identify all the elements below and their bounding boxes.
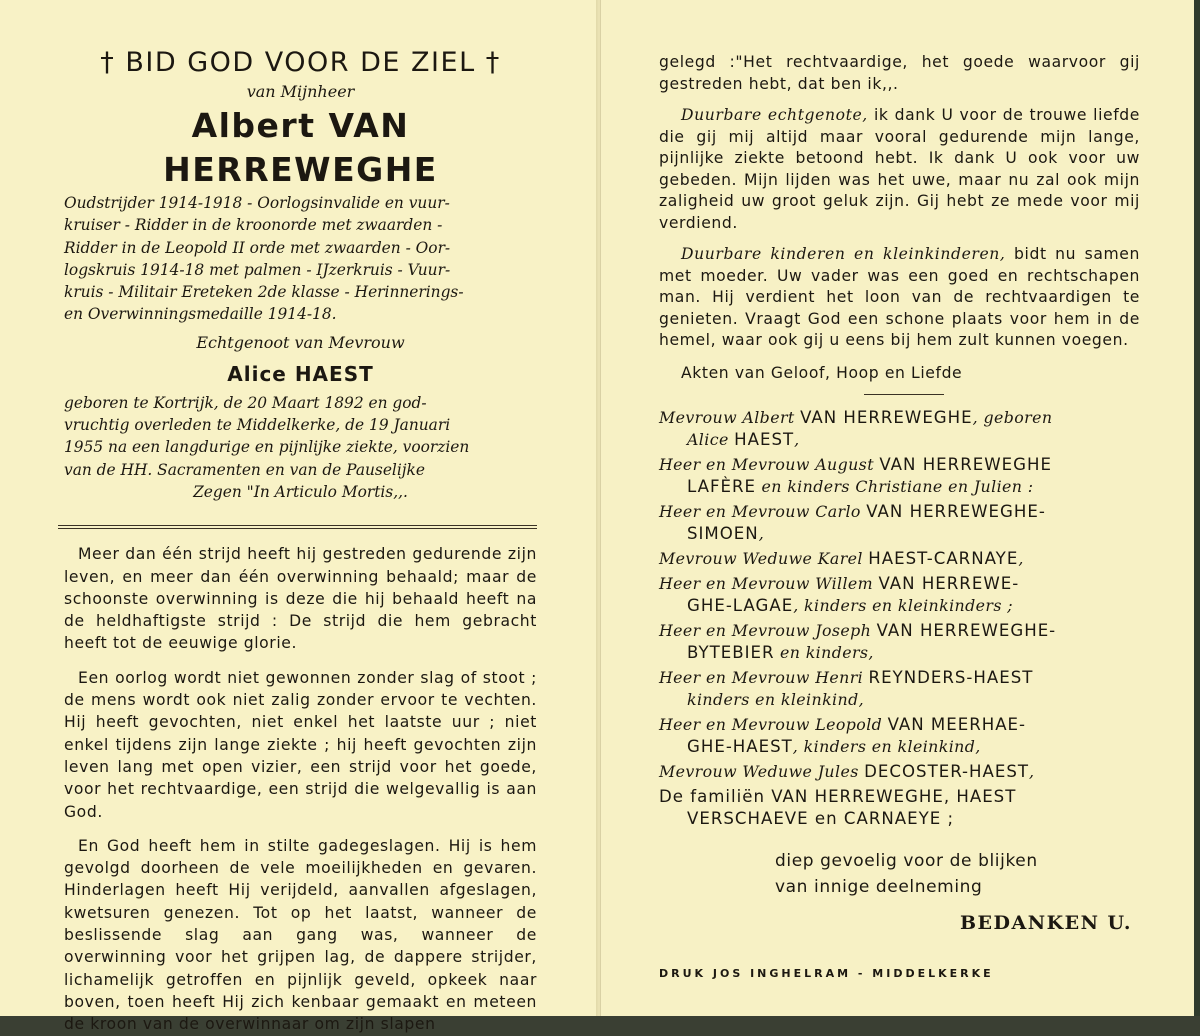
children-text: bidt nu samen met moeder. Uw vader was een goed en rechtschapen man. Hij verdient het loon van de rechtvaardigen te genieten. Vraagt God een schone plaats voor hem in de hemel, waar ook gij u eens bij hem zult kunnen voegen. [659,245,1140,349]
family-entry: Heer en Mevrouw Carlo VAN HERREWEGHE- SIMOEN, [659,501,1046,543]
family-entry: Heer en Mevrouw August VAN HERREWEGHE LAFÈRE en kinders Christiane en Julien : [659,454,1052,496]
honours-line: kruiser - Ridder in de kroonorde met zwaarden - [64,216,443,235]
honours-line: Ridder in de Leopold II orde met zwaarden - Oor- [64,238,451,257]
spouse-label: Echtgenoot van Mevrouw [196,332,405,352]
family-list [659,407,1140,830]
wife-text: ik dank U voor de trouwe liefde die gij mij altijd maar vooral gedurende mijn lange, pijnlijke ziekte betoond hebt. Ik dank U ook voor uw gebeden. Mijn lijden was het uwe, maar nu zal ook mijn zaligheid uw groot geluk zijn. Gij hebt ze mede voor mij verdiend. [659,106,1140,232]
van-mijnheer: van Mijnheer [246,82,355,101]
card-title: † BID GOD VOOR DE ZIEL † [100,47,501,78]
akten-line: Akten van Geloof, Hoop en Liefde [681,363,963,382]
quote-continuation: gelegd :"Het rechtvaardige, het goede waarvoor gij gestreden hebt, dat ben ik,,. [659,53,1140,93]
birth-death-block [64,392,537,503]
printer-credit: DRUK JOS INGHELRAM - MIDDELKERKE [659,966,994,980]
honours-block [64,192,537,326]
birth-death-line: Zegen "In Articulo Mortis,,. [193,482,408,501]
wife-paragraph [659,105,1140,234]
family-entry: Heer en Mevrouw Henri REYNDERS-HAEST kinders en kleinkind, [659,667,1034,709]
birth-death-line: van de HH. Sacramenten en van de Pauselijke [64,460,425,479]
spouse-name: Alice HAEST [227,361,374,386]
body-paragraph: Meer dan één strijd heeft hij gestreden gedurende zijn leven, en meer dan één overwinning behaald; maar de schoonste overwinning is deze die hij behaald heeft na de heldhaftigste strijd : De strijd die hem gebracht heeft tot de eeuwige glorie. [64,545,537,653]
right-page [600,0,1194,1016]
children-paragraph [659,244,1140,352]
families-entry: De familiën VAN HERREWEGHE, HAEST VERSCHAEVE en CARNAEYE ; [659,786,1017,828]
honours-line: Oudstrijder 1914-1918 - Oorlogsinvalide en vuur- [64,194,450,212]
honours-line: logskruis 1914-18 met palmen - IJzerkruis - Vuur- [64,260,451,279]
birth-death-line: 1955 na een langdurige en pijnlijke ziekte, voorzien [64,438,470,457]
double-rule-divider [58,525,537,529]
family-entry: Mevrouw Weduwe Karel HAEST-CARNAYE, [659,548,1024,568]
family-entry: Heer en Mevrouw Joseph VAN HERREWEGHE- BYTEBIER en kinders, [659,620,1057,662]
body-paragraph: En God heeft hem in stilte gadegeslagen. Hij is hem gevolgd doorheen de vele moeilijkheden en gevaren. Hinderlagen heeft Hij verijdeld, aanvallen afgeslagen, kwetsuren genezen. Tot op het laatst, wanneer de beslissende slag aan gang was, wanneer de overwinning voor het grijpen lag, de dappere strijder, lichamelijk getroffen en pijnlijk geveld, opkeek naar boven, toen heeft Hij zich kenbaar gemaakt en meteen de kroon van de overwinnaar om zijn slapen [64,836,537,1034]
family-entry: Heer en Mevrouw Willem VAN HERREWE- GHE-LAGAE, kinders en kleinkinders ; [659,573,1020,615]
short-rule-divider [864,394,944,395]
honours-line: kruis - Militair Ereteken 2de klasse - Herinnerings- [64,283,464,302]
wife-lead: Duurbare echtgenote, [681,106,868,124]
deceased-name: Albert VAN HERREWEGHE [163,106,438,189]
bedanken-text: BEDANKEN U. [959,911,1132,934]
closing-text: diep gevoelig voor de blijken van innige deelneming [775,850,1038,897]
honours-line: en Overwinningsmedaille 1914-18. [64,305,337,324]
birth-death-line: geboren te Kortrijk, de 20 Maart 1892 en god- [64,393,427,412]
family-entry: Heer en Mevrouw Leopold VAN MEERHAE- GHE-HAEST, kinders en kleinkind, [659,714,1027,756]
family-entry: Mevrouw Weduwe Jules DECOSTER-HAEST, [659,761,1035,781]
family-entry: Mevrouw Albert VAN HERREWEGHE, geboren Alice HAEST, [659,407,1053,449]
body-paragraph: Een oorlog wordt niet gewonnen zonder slag of stoot ; de mens wordt ook niet zalig zonder ervoor te vechten. Hij heeft gevochten, niet enkel het laatste uur ; niet enkel tijdens zijn lange ziekte ; hij heeft gevochten zijn leven lang met open vizier, een strijd voor het goede, voor het rechtvaardige, een strijd die welgevallig is aan God. [64,668,537,821]
children-lead: Duurbare kinderen en kleinkinderen, [681,245,1006,263]
birth-death-line: vruchtig overleden te Middelkerke, de 19 Januari [64,416,451,435]
left-page [0,0,598,1034]
card-edge [1194,0,1200,1016]
